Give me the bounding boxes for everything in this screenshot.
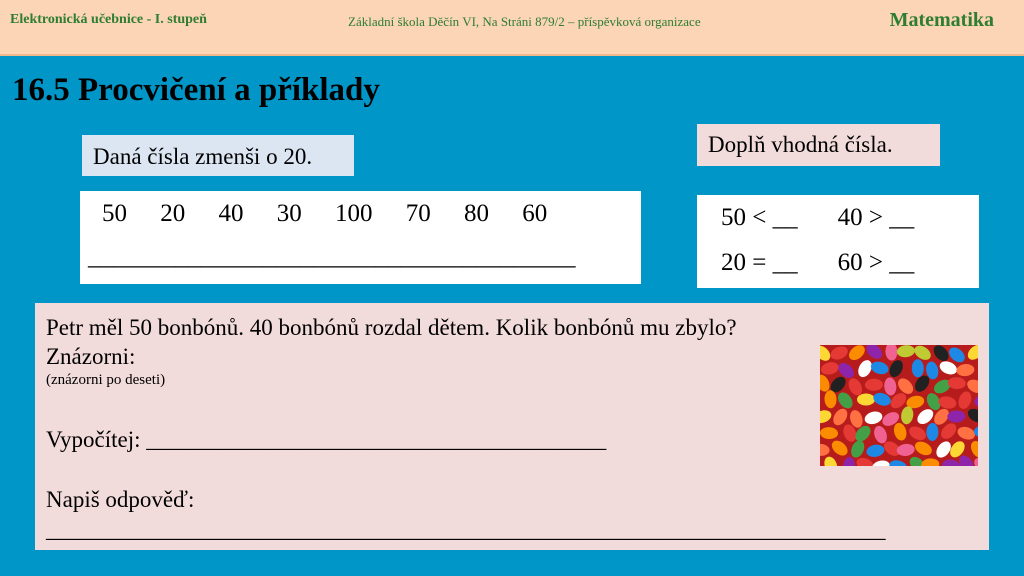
jelly-bean [931,345,952,364]
header-textbook-label: Elektronická učebnice - I. stupeň [10,12,207,27]
illustrate-hint: (znázorni po deseti) [46,372,166,388]
task1-number: 60 [522,200,548,227]
jelly-bean [937,395,957,410]
jelly-bean [896,345,915,358]
task1-number: 100 [335,200,373,227]
jelly-bean [883,377,897,396]
jelly-bean [912,359,924,377]
comparison-row [721,204,914,232]
jelly-bean [913,439,935,458]
jelly-bean [820,443,830,457]
jelly-bean [926,423,938,441]
jelly-bean [829,345,850,362]
comparison-item: 50 < __ [721,204,798,231]
jelly-bean [895,376,916,397]
jelly-bean [965,345,978,363]
jelly-bean [941,458,961,466]
jelly-bean [846,345,868,363]
jelly-bean [864,345,885,362]
jelly-bean [820,360,840,376]
jelly-bean [865,378,883,391]
answer-line: _________________________________________________________________________ [46,517,886,542]
jelly-bean [907,424,929,443]
jelly-bean [824,390,837,409]
answer-label: Napiš odpověď: [46,487,195,512]
task1-number: 50 [102,200,127,227]
jelly-bean [947,377,966,390]
task1-number: 20 [160,200,186,227]
task1-number: 70 [405,200,431,227]
task2-comparison-box [697,195,979,288]
jelly-bean [857,394,875,406]
jelly-bean [921,458,940,466]
jelly-bean [956,390,973,411]
jelly-bean [885,345,898,361]
jelly-bean [829,438,850,459]
jelly-bean [871,459,891,466]
jelly-bean [820,408,833,425]
jelly-bean [842,457,855,466]
jelly-bean [973,392,978,409]
jelly-bean [956,425,977,442]
jelly-bean [966,406,978,425]
jelly-bean [865,443,885,458]
jelly-bean [976,360,978,381]
task1-instruction: Daná čísla zmenši o 20. [82,135,354,176]
jelly-beans-image [820,345,978,466]
jelly-bean [947,410,965,423]
word-problem-question: Petr měl 50 bonbónů. 40 bonbónů rozdal dětem. Kolik bonbónů mu zbylo? [46,315,737,340]
task1-number: 40 [218,200,244,227]
jelly-bean [968,439,978,461]
header-school-label: Základní škola Děčín VI, Na Stráni 879/2 – příspěvková organizace [348,14,701,29]
jelly-bean [820,427,838,440]
jelly-bean [896,443,915,457]
jelly-bean [938,359,959,377]
jelly-bean [912,345,934,363]
comparison-item: 40 > __ [837,204,915,231]
header-subject-label: Matematika [889,9,994,31]
task1-number-row [102,200,574,228]
jelly-bean [869,360,890,376]
illustrate-label: Znázorni: [46,344,136,369]
comparison-row [721,249,914,277]
comparison-item: 60 > __ [837,249,915,276]
task1-number: 30 [276,200,302,227]
header-bar [0,0,1024,56]
jelly-bean [863,410,884,426]
jelly-bean [822,455,839,466]
page-title: 16.5 Procvičení a příklady [12,72,380,108]
jelly-bean [892,421,908,441]
jelly-bean [887,358,906,379]
task2-instruction: Doplň vhodná čísla. [697,124,940,166]
task1-answer-line: _______________________________________ [88,243,576,270]
jelly-beans-illustration [820,345,978,466]
compute-line: Vypočítej: ________________________________________ [46,427,607,452]
comparison-item: 20 = __ [721,249,798,276]
task1-number: 80 [464,200,489,227]
jelly-bean [888,458,908,466]
jelly-bean [956,363,975,377]
jelly-bean [900,405,915,425]
task1-number-box [80,191,641,284]
